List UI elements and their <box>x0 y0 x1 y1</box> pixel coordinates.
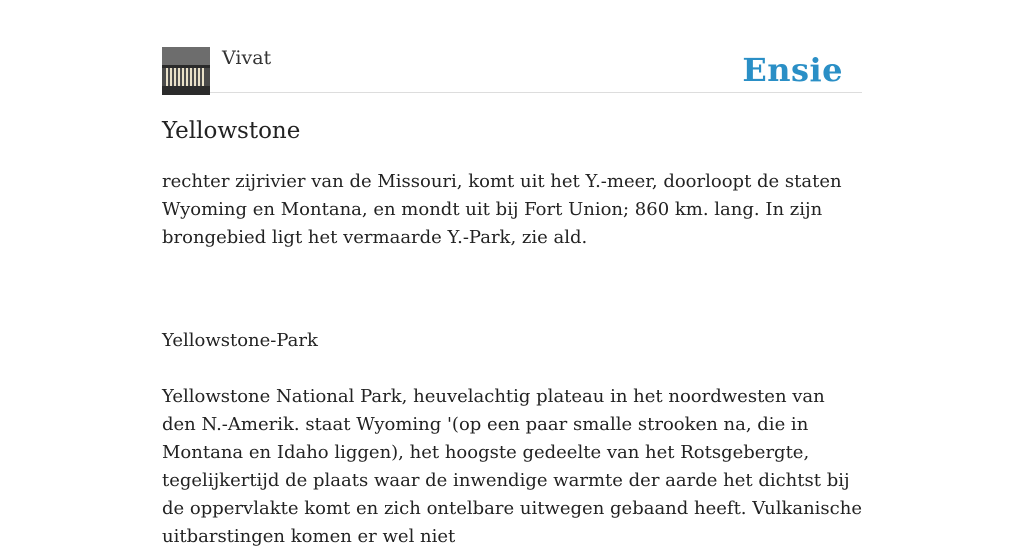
author-name[interactable]: Vivat <box>222 47 272 69</box>
article-paragraph-1: rechter zijrivier van de Missouri, komt uit het Y.-meer, doorloopt de staten Wyoming en Montana, en mondt uit bij Fort Union; 860 km. lang. In zijn brongebied ligt het vermaarde Y.-Park, zie ald. <box>162 171 842 248</box>
article-paragraph-2: Yellowstone National Park, heuvelachtig plateau in het noordwesten van den N.-Amerik. staat Wyoming '(op een paar smalle strooken na, die in Montana en Idaho liggen), het hoogste gedeelte van het Rotsgebergte, tegelijkertijd de plaats waar de inwendige warmte der aarde het dichtst bij de oppervlakte komt en zich ontelbare uitwegen gebaand heeft. Vulkanische uitbarstingen komen er wel niet <box>162 386 862 547</box>
page-title: Yellowstone <box>162 118 301 144</box>
article-header <box>162 46 862 93</box>
brand-logo[interactable]: Ensie <box>742 51 843 89</box>
article-subheading: Yellowstone-Park <box>162 330 318 351</box>
avatar[interactable] <box>162 47 210 95</box>
author-photo-icon <box>162 47 210 95</box>
